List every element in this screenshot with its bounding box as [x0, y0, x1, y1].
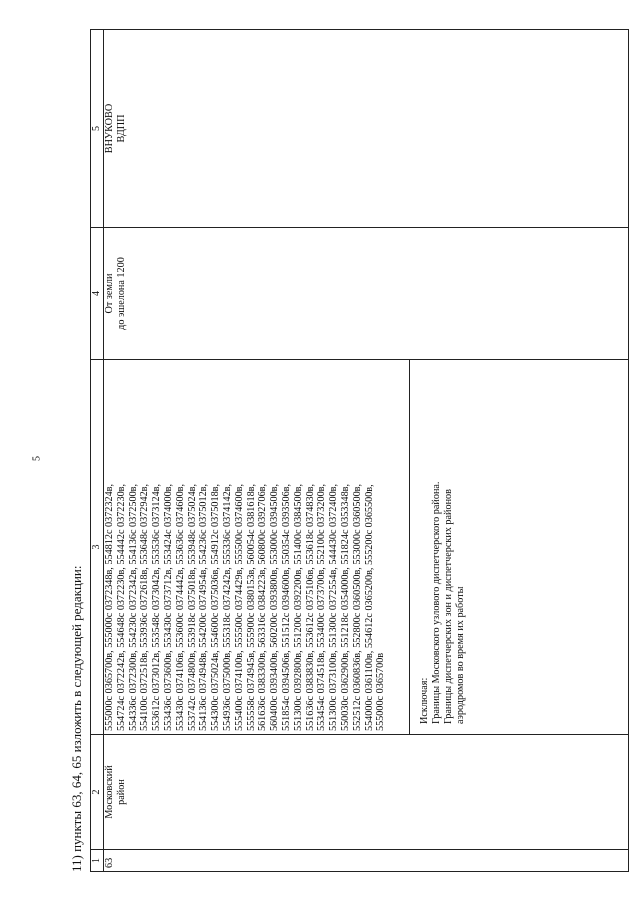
- header-col-1: 1: [91, 850, 104, 872]
- coordinate-line: 555400с 0374100в, 555500с 0374429в, 555500с 0374600в,: [233, 483, 245, 731]
- airspace-table: [90, 29, 629, 872]
- coordinate-line: 555000с 0365700в, 555000с 0372348в, 554812с 0372324в,: [104, 483, 115, 731]
- region-line: Московский: [104, 765, 115, 819]
- coordinate-line: 551300с 0392800в, 551200с 0392200в, 551400с 0384500в,: [292, 483, 304, 731]
- coordinate-line: 553612с 0373012в, 553548с 0373042в, 553536с 0373124в,: [151, 483, 163, 731]
- coordinate-line: 553436с 0373600в, 553430с 0373712в, 553424с 0374000в,: [162, 483, 174, 731]
- coordinate-line: 553454с 0374518в, 553400с 0373700в, 552100с 0373200в,: [316, 483, 328, 731]
- altitude-line: до эшелона 1200: [115, 257, 127, 330]
- coordinate-line: 552512с 0360836в, 552800с 0360500в, 553000с 0360500в,: [351, 483, 363, 731]
- coordinate-line: 554000с 0361100в, 554612с 0365200в, 555200с 0365500в,: [363, 484, 375, 731]
- region-cell: [104, 735, 629, 850]
- coordinate-line: 554136с 0374948в, 554200с 0374954в, 554236с 0375012в,: [198, 483, 210, 731]
- exclusion-line: Исключая:: [419, 677, 431, 724]
- exclusion-line: Границы диспетчерских зон и диспетчерских районов: [442, 489, 454, 724]
- header-col-3: 3: [91, 360, 104, 735]
- coordinate-line: 551300с 0373100в, 551300с 0372554в, 544430с 0372400в,: [328, 483, 340, 731]
- amendment-caption: 11) пункты 63, 64, 65 изложить в следующей редакции:: [69, 565, 84, 872]
- authority-cell: [104, 30, 629, 228]
- coordinate-line: 561636с 0383300в, 563316с 0384223в, 560800с 0392706в,: [257, 483, 269, 731]
- authority-line: ВДПП: [115, 114, 127, 143]
- exclusion-block: [409, 360, 466, 734]
- coordinates-cell: [104, 360, 629, 735]
- header-col-4: 4: [91, 228, 104, 360]
- page-number: 5: [31, 456, 43, 461]
- coordinate-line: 555558с 0374945в, 555900с 0380153в, 560054с 0381618в,: [245, 483, 257, 731]
- coordinate-line: 553430с 0374106в, 553600с 0374442в, 553636с 0374600в,: [174, 483, 186, 731]
- table-header-row: [91, 30, 104, 872]
- coordinates-list: [104, 363, 387, 731]
- coordinate-line: 554936с 0375000в, 555318с 0374242в, 555336с 0374142в,: [221, 483, 233, 731]
- region-line: район: [115, 779, 127, 805]
- coordinate-line: 560400с 0393400в, 560200с 0393800в, 553000с 0394500в,: [269, 483, 281, 731]
- row-number: 63: [104, 850, 629, 872]
- coordinate-line: 554300с 0375024в, 554600с 0375036в, 554912с 0375018в,: [210, 483, 222, 731]
- exclusion-line: Границы Московского узлового диспетчерского района.: [430, 481, 442, 724]
- coordinate-line: 555000с 0365700в: [375, 652, 387, 731]
- coordinate-line: 551636с 0383830в, 553612с 0375106в, 553618с 0374830в,: [304, 483, 316, 731]
- coordinate-line: 550030с 0362900в, 551218с 0354000в, 551824с 0353348в,: [339, 483, 351, 731]
- altitude-cell: [104, 228, 629, 360]
- header-col-2: 2: [91, 735, 104, 850]
- authority-line: ВНУКОВО: [104, 103, 115, 154]
- coordinate-line: 551854с 0394506в, 551512с 0394600в, 550354с 0393506в,: [280, 483, 292, 731]
- coordinate-line: 554724с 0372242в, 554648с 0372230в, 554442с 0372230в,: [115, 483, 127, 731]
- rotated-page-content: [68, 30, 628, 872]
- coordinate-line: 553742с 0374800в, 553918с 0375018в, 553948с 0375024в,: [186, 483, 198, 731]
- header-col-5: 5: [91, 30, 104, 228]
- exclusion-line: аэродромов во время их работы: [454, 586, 466, 724]
- altitude-line: От земли: [104, 273, 115, 314]
- table-row: [104, 30, 629, 872]
- coordinate-line: 554336с 0372300в, 554230с 0372342в, 554136с 0372500в,: [127, 483, 139, 731]
- coordinate-line: 554100с 0372518в, 553936с 0372618в, 553648с 0372942в,: [139, 483, 151, 731]
